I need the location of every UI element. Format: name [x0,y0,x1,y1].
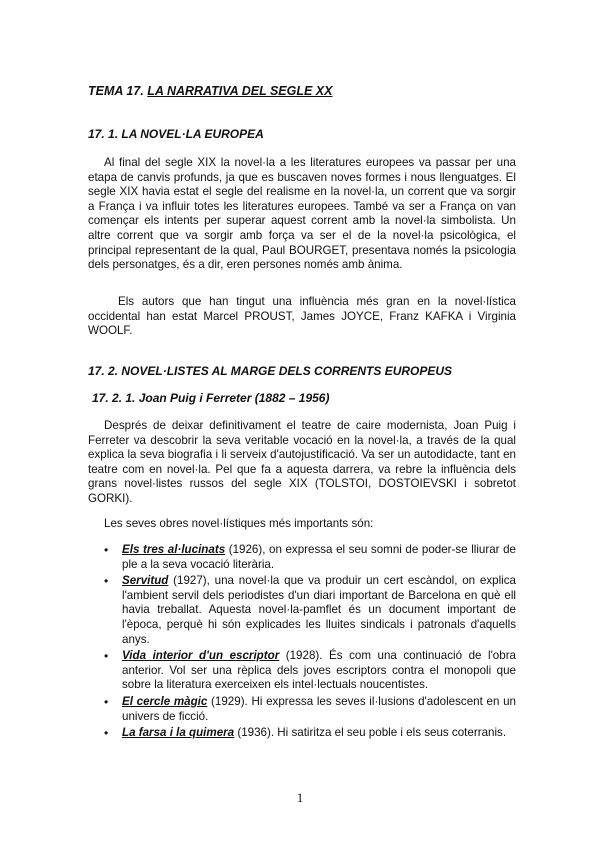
list-item [88,543,516,572]
work-description: (1927), una novel·la que va produir un cert escàndol, on explica l'ambient servil dels periodistes d'un diari important de Barcelona en què ell havia treballat. Aquesta novel·la-pamflet és un document important de l'època, perquè hi són explicades les lluites sindicals i patronals d'aquells anys. [122,574,516,646]
work-title: Els tres al·lucinats [122,543,226,556]
section1-paragraph-2: Els autors que han tingut una influència més gran en la novel·lística occidental han estat Marcel PROUST, James JOYCE, Franz KAFKA i Virginia WOOLF. [88,295,516,338]
bullet-icon: • [104,574,109,589]
list-item [88,574,516,647]
list-item [88,649,516,693]
list-item [88,695,516,724]
section1-paragraph-1: Al final del segle XIX la novel·la a les literatures europees va passar per una etapa de canvis profunds, ja que es buscaven noves formes i nous llenguatges. El segle XIX havia estat el segle del realisme en la novel·la, un corrent que va sorgir a França i va influir totes les literatures europees. També va ser a França on van començar els intents per superar aquest corrent amb la novel·la simbolista. Un altre corrent que va sorgir amb força va ser el de la novel·la psicològica, el principal representant de la qual, Paul BOURGET, presentava només la psicologia dels personatges, és a dir, eren persones només amb ànima. [88,156,516,272]
bullet-icon: • [104,543,109,557]
work-description: (1926), on expressa el seu somni de poder-se lliurar de ple a la seva vocació literària. [122,543,516,571]
work-title: La farsa i la quimera [122,726,235,740]
bullet-icon: • [104,649,109,664]
section2-paragraph-1: Després de deixar definitivament el teatre de caire modernista, Joan Puig i Ferreter va descobrir la seva veritable vocació en la novel·la, a través de la qual explica la seva biografia i li serveix d'autojustificació. Va ser un autodidacte, tant en teatre com en novel·la. Pel que fa a aquesta darrera, va rebre la influència dels grans novel·listes russos del segle XIX (TOLSTOI, DOSTOIEVSKI i sobretot GORKI). [88,419,516,505]
work-title: El cercle màgic [122,694,208,708]
section2-heading: 17. 2. NOVEL·LISTES AL MARGE DELS CORRENTS EUROPEUS [88,364,453,378]
work-title: Vida interior d'un escriptor [122,649,280,663]
work-title: Servitud [122,574,169,588]
section1-heading: 17. 1. LA NOVEL·LA EUROPEA [88,127,264,141]
main-heading-prefix: TEMA 17. [88,84,148,98]
work-description: (1928). És com una continuació de l'obra anterior. Vol ser una rèplica dels joves escriptors contra el monopoli que sobre la literatura exerceixen els intel·lectuals noucentistes. [122,649,516,692]
bullet-icon: • [104,694,109,709]
work-description: (1929). Hi expressa les seves il·lusions d'adolescent en un univers de ficció. [122,694,516,723]
works-list [88,543,516,743]
page-number: 1 [296,790,304,805]
main-heading-title: LA NARRATIVA DEL SEGLE XX [147,84,333,98]
bullet-icon: • [104,726,109,741]
section2-subheading: 17. 2. 1. Joan Puig i Ferreter (1882 – 1956) [92,391,330,405]
list-item [88,726,516,741]
main-heading [88,84,332,98]
section2-paragraph-2: Les seves obres novel·lístiques més importants són: [104,517,374,530]
work-description: (1936). Hi satiritza el seu poble i els seus coterranis. [234,726,507,740]
